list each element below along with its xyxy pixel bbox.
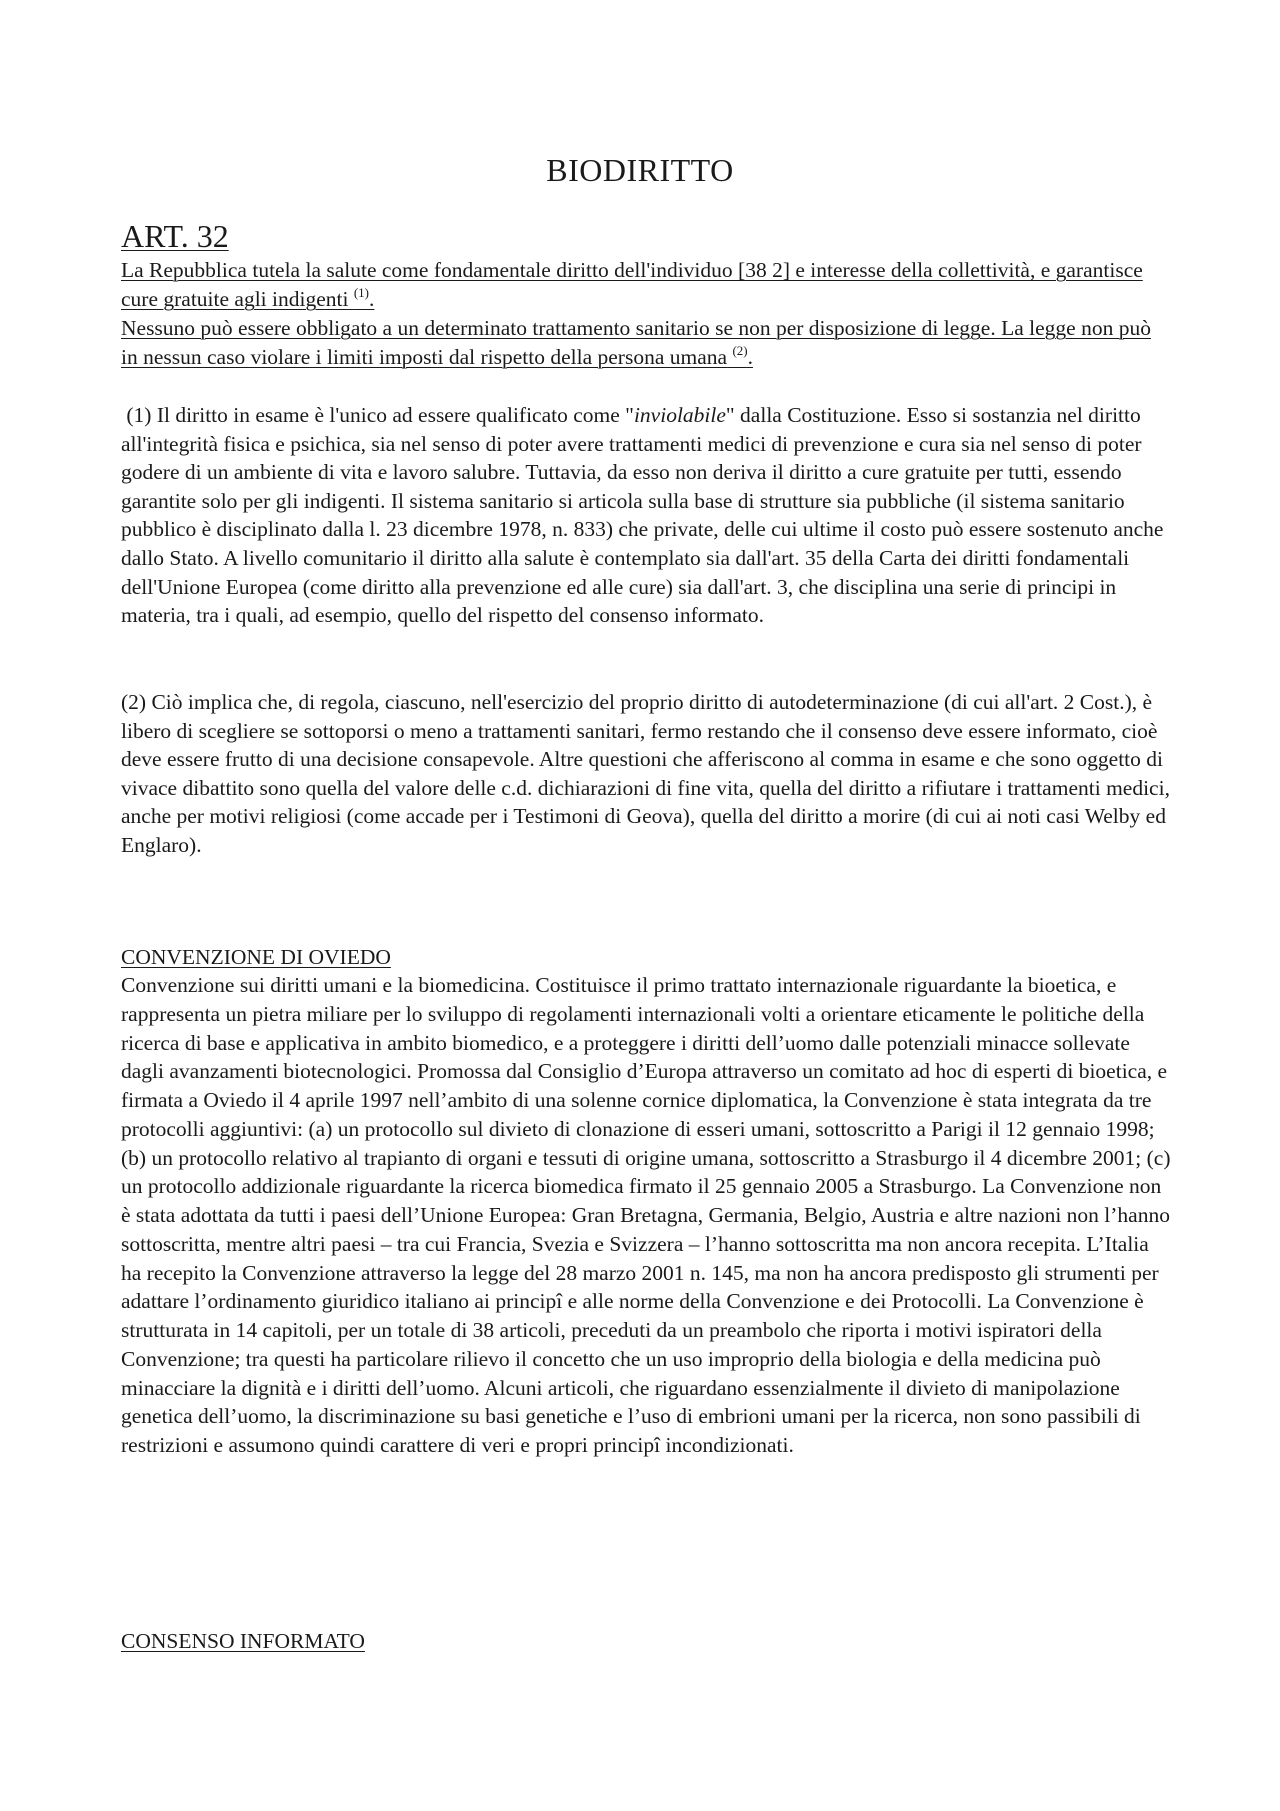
oviedo-heading: CONVENZIONE DI OVIEDO bbox=[121, 945, 391, 969]
footnote-ref-1[interactable]: (1) bbox=[353, 285, 370, 300]
footnote-2-number: (2) bbox=[121, 690, 147, 714]
footnote-1-text-after: " dalla Costituzione. Esso si sostanzia nel diritto all'integrità fisica e psichica, sia nel senso di poter avere trattamenti medici di prevenzione e cura sia nel senso di poter godere di un ambiente di vita e lavoro salubre. Tuttavia, da esso non deriva il diritto a cure gratuite per tutti, essendo garantite solo per gli indigenti. Il sistema sanitario si articola sulla base di strutture sia pubbliche (il sistema sanitario pubblico è disciplinato dalla l. 23 dicembre 1978, n. 833) che private, delle cui ultime il costo può essere sostenuto anche dallo Stato. A livello comunitario il diritto alla salute è contemplato sia dall'art. 35 della Carta dei diritti fondamentali dell'Unione Europea (come diritto alla prevenzione ed alle cure) sia dall'art. 3, che disciplina una serie di principi in materia, tra i quali, ad esempio, quello del rispetto del consenso informato. bbox=[121, 403, 1164, 628]
footnote-1-emphasis: inviolabile bbox=[633, 403, 726, 427]
article-paragraph-1-text: La Repubblica tutela la salute come fondamentale diritto dell'individuo [38 2] e interesse della collettività, e garantisce cure gratuite agli indigenti bbox=[121, 258, 1143, 311]
footnote-1 bbox=[121, 401, 1173, 630]
footnote-1-number: (1) bbox=[126, 403, 152, 427]
article-heading: ART. 32 bbox=[121, 218, 229, 254]
oviedo-paragraph: Convenzione sui diritti umani e la biomedicina. Costituisce il primo trattato internazionale riguardante la bioetica, e rappresenta un pietra miliare per lo sviluppo di regolamenti internazionali volti a orientare eticamente le politiche della ricerca di base e applicativa in ambito biomedico, e a proteggere i diritti dell’uomo dalle potenziali minacce sollevate dagli avanzamenti biotecnologici. Promossa dal Consiglio d’Europa attraverso un comitato ad hoc di esperti di bioetica, e firmata a Oviedo il 4 aprile 1997 nell’ambito di una solenne cornice diplomatica, la Convenzione è stata integrata da tre protocolli aggiuntivi: (a) un protocollo sul divieto di clonazione di esseri umani, sottoscritto a Parigi il 12 gennaio 1998; (b) un protocollo relativo al trapianto di organi e tessuti di origine umana, sottoscritto a Strasburgo il 4 dicembre 2001; (c) un protocollo addizionale riguardante la ricerca biomedica firmato il 25 gennaio 2005 a Strasburgo. La Convenzione non è stata adottata da tutti i paesi dell’Unione Europea: Gran Bretagna, Germania, Belgio, Austria e altre nazioni non l’hanno sottoscritta, mentre altri paesi – tra cui Francia, Svezia e Svizzera – l’hanno sottoscritta ma non ancora recepita. L’Italia ha recepito la Convenzione attraverso la legge del 28 marzo 2001 n. 145, ma non ha ancora predisposto gli strumenti per adattare l’ordinamento giuridico italiano ai principî e alle norme della Convenzione e dei Protocolli. La Convenzione è strutturata in 14 capitoli, per un totale di 38 articoli, preceduti da un preambolo che riporta i motivi ispiratori della Convenzione; tra questi ha particolare rilievo il concetto che un uso improprio della biologia e della medicina può minacciare la dignità e i diritti dell’uomo. Alcuni articoli, che riguardano essenzialmente il divieto di manipolazione genetica dell’uomo, la discriminazione su basi genetiche e l’uso di embrioni umani per la ricerca, non sono passibili di restrizioni e assumono quindi carattere di veri e propri principî incondizionati. bbox=[121, 973, 1171, 1457]
article-paragraph-2-end: . bbox=[747, 345, 753, 369]
article-paragraph-2 bbox=[121, 314, 1171, 372]
document-title: BIODIRITTO bbox=[546, 152, 734, 188]
article-paragraph-1-end: . bbox=[369, 287, 375, 311]
article-paragraph-1 bbox=[121, 256, 1171, 314]
footnote-2 bbox=[121, 688, 1173, 860]
consenso-heading: CONSENSO INFORMATO bbox=[121, 1629, 365, 1653]
footnote-2-text: Ciò implica che, di regola, ciascuno, nell'esercizio del proprio diritto di autodeterminazione (di cui all'art. 2 Cost.), è libero di scegliere se sottoporsi o meno a trattamenti sanitari, fermo restando che il consenso deve essere informato, cioè deve essere frutto di una decisione consapevole. Altre questioni che afferiscono al comma in esame e che sono oggetto di vivace dibattito sono quella del valore delle c.d. dichiarazioni di fine vita, quella del diritto a rifiutare i trattamenti medici, anche per motivi religiosi (come accade per i Testimoni di Geova), quella del diritto a morire (di cui ai noti casi Welby ed Englaro). bbox=[121, 690, 1170, 857]
footnote-1-text-before: Il diritto in esame è l'unico ad essere qualificato come " bbox=[151, 403, 634, 427]
article-paragraph-2-text: Nessuno può essere obbligato a un determinato trattamento sanitario se non per disposizione di legge. La legge non può in nessun caso violare i limiti imposti dal rispetto della persona umana bbox=[121, 316, 1151, 369]
footnote-ref-2[interactable]: (2) bbox=[732, 343, 748, 358]
